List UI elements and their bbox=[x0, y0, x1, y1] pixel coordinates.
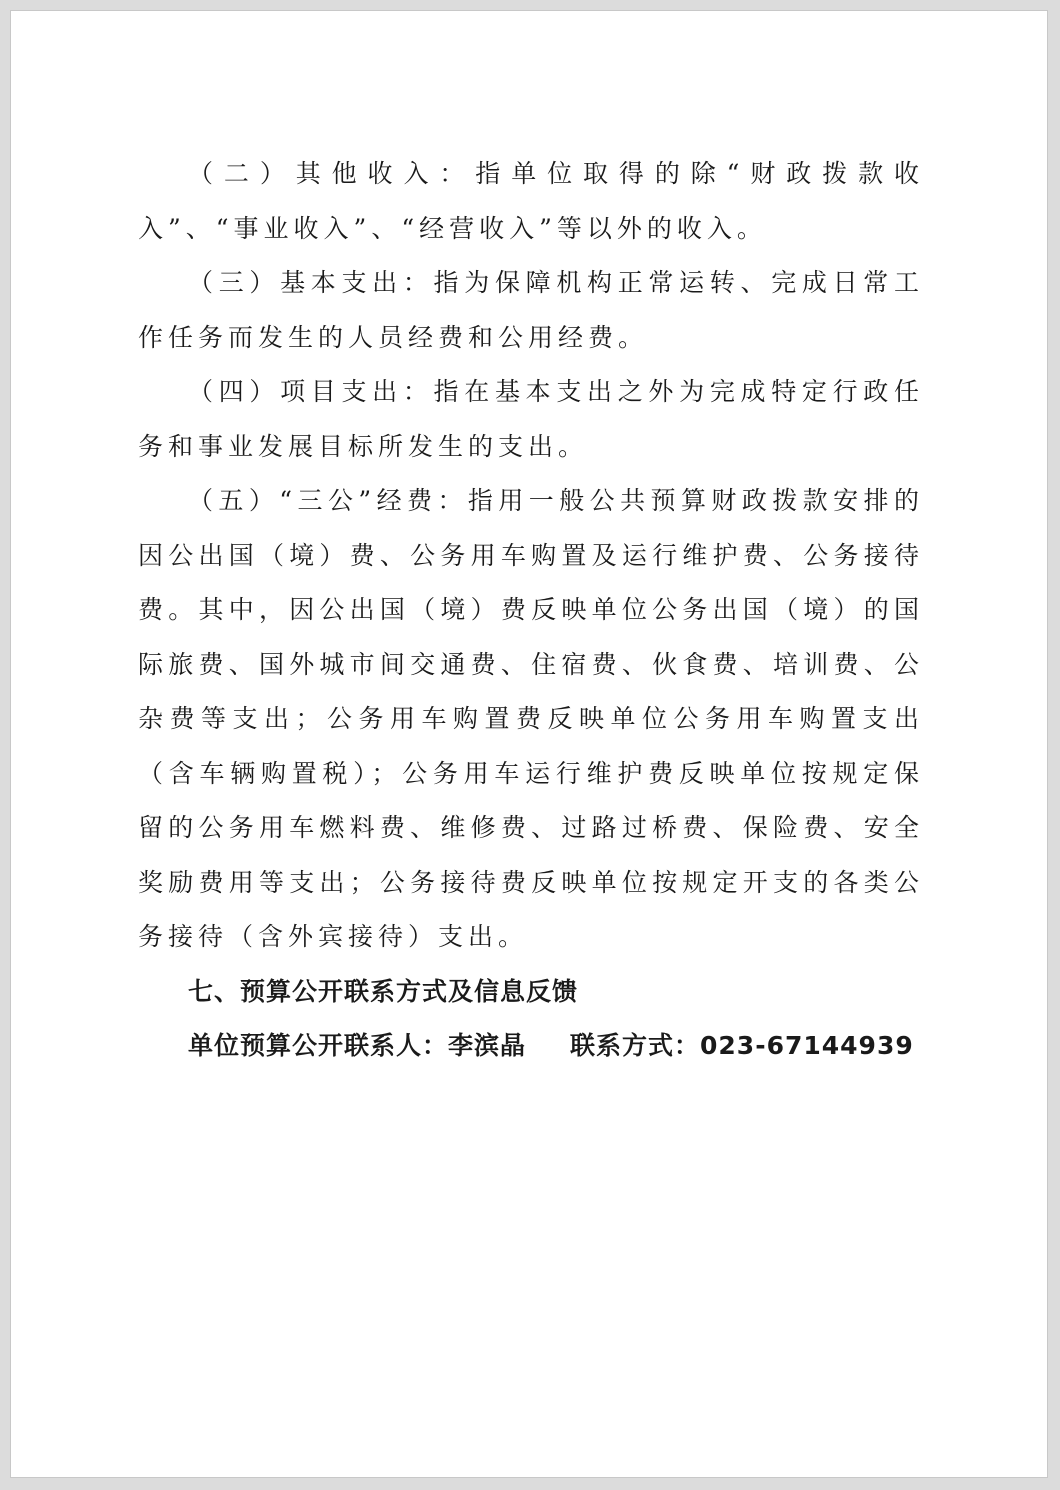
paragraph-other-income: （二）其他收入：指单位取得的除“财政拨款收入”、“事业收入”、“经营收入”等以外的收入。 bbox=[138, 159, 924, 243]
document-page bbox=[10, 10, 1048, 1478]
paragraph-three-public-funds: （五）“三公”经费：指用一般公共预算财政拨款安排的因公出国（境）费、公务用车购置及运行维护费、公务接待费。其中，因公出国（境）费反映单位公务出国（境）的国际旅费、国外城市间交通费、住宿费、伙食费、培训费、公杂费等支出；公务用车购置费反映单位公务用车购置支出（含车辆购置税）；公务用车运行维护费反映单位按规定保留的公务用车燃料费、维修费、过路过桥费、保险费、安全奖励费用等支出；公务接待费反映单位按规定开支的各类公务接待（含外宾接待）支出。 bbox=[138, 486, 924, 951]
contact-phone: 联系方式：023-67144939 bbox=[570, 1031, 914, 1060]
contact-line bbox=[138, 1019, 924, 1074]
paragraph-project-expenditure: （四）项目支出：指在基本支出之外为完成特定行政任务和事业发展目标所发生的支出。 bbox=[138, 377, 924, 461]
contact-person: 单位预算公开联系人：李滨晶 bbox=[188, 1031, 527, 1060]
section-heading: 七、预算公开联系方式及信息反馈 bbox=[188, 976, 579, 1006]
paragraph-basic-expenditure: （三）基本支出：指为保障机构正常运转、完成日常工作任务而发生的人员经费和公用经费。 bbox=[138, 268, 924, 352]
document-body bbox=[138, 147, 924, 1074]
